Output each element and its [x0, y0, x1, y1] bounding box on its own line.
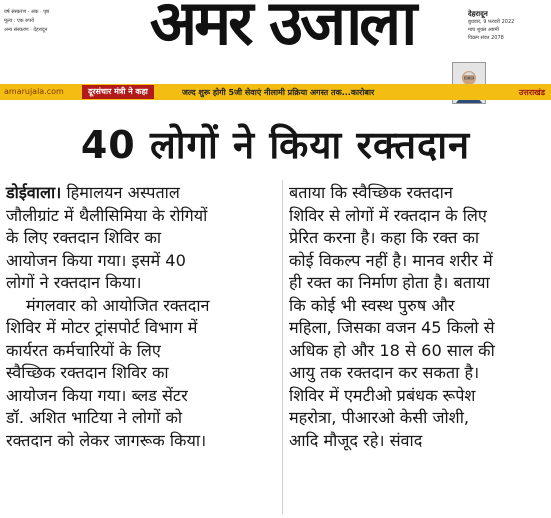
text-line: कार्यरत कर्मचारियों के लिए [6, 340, 161, 360]
text-line: आदि मौजूद रहे। संवाद [289, 430, 423, 450]
article-column-2 [289, 182, 549, 452]
text-line: आयु तक रक्तदान कर सकता है। [289, 363, 480, 382]
site-url: amarujala.com [4, 87, 64, 96]
meta-line: माघ शुक्ल अष्टमी [468, 27, 499, 33]
ticker-news: जल्द शुरू होगी 5जी सेवाएं नीलामी प्रक्रिया अगस्त तक...कारोबार [182, 88, 375, 97]
text-line: जौलीग्रांट में थैलीसिमिया के रोगियों [6, 205, 208, 225]
column-divider [282, 180, 283, 514]
text-line: डॉ. अशित भाटिया ने लोगों को [6, 408, 183, 427]
ticker-label: दूरसंचार मंत्री ने कहा [82, 85, 154, 99]
newspaper-logo: अमर उजाला [149, 0, 415, 59]
masthead-right-meta [468, 10, 548, 42]
dateline: डोईवाला। [6, 183, 62, 202]
masthead-left-meta [4, 8, 114, 35]
meta-line: विक्रम संवत 2078 [468, 35, 504, 41]
meta-line: मूल्य : एक रुपये [4, 18, 34, 24]
text-line: डोईवाला। हिमालयन अस्पताल [6, 183, 180, 202]
text-line: महिला, जिसका वजन 45 किलो से [289, 318, 495, 337]
text-line: बताया कि स्वैच्छिक रक्तदान [289, 183, 453, 202]
text-line: आयोजन किया गया। इसमें 40 [6, 250, 186, 270]
meta-line: वर्ष संस्करण · अंक · पृष्ठ [4, 9, 50, 15]
text-line: प्रेरित करना है। कहा कि रक्त का [289, 228, 480, 247]
text-line: शिविर में एमटीओ प्रबंधक रूपेश [289, 385, 476, 405]
text-line: कि कोई भी स्वस्थ पुरुष और [289, 295, 455, 315]
region-tag: उत्तराखंड [518, 88, 545, 97]
text-line: शिविर से लोगों में रक्तदान के लिए [289, 205, 487, 225]
text-line: आयोजन किया गया। ब्लड सेंटर [6, 385, 188, 405]
article-column-1 [6, 182, 276, 452]
edition-date: बुधवार, 9 फरवरी 2022 [468, 19, 515, 25]
text-line: कोई विकल्प नहीं है। मानव शरीर में [289, 250, 493, 270]
text-line: महरोत्रा, पीआरओ केसी जोशी, [289, 408, 470, 427]
text-line: के लिए रक्तदान शिविर का [6, 228, 162, 247]
text-line: लोगों ने रक्तदान किया। [6, 273, 142, 292]
text-line: ही रक्त का निर्माण होता है। बताया [289, 273, 490, 292]
text-line: अधिक हो और 18 से 60 साल की [289, 340, 495, 360]
text-line: मंगलवार को आयोजित रक्तदान [26, 295, 210, 315]
edition-city: देहरादून [468, 10, 488, 18]
text-line: स्वैच्छिक रक्तदान शिविर का [6, 363, 169, 382]
meta-line: अन्य संस्करण · देहरादून [4, 27, 48, 33]
article-headline: 40 लोगों ने किया रक्तदान [80, 123, 471, 167]
text-line: रक्तदान को लेकर जागरूक किया। [6, 430, 207, 450]
text-line: शिविर में मोटर ट्रांसपोर्ट विभाग में [6, 318, 198, 337]
news-ticker [0, 84, 551, 100]
